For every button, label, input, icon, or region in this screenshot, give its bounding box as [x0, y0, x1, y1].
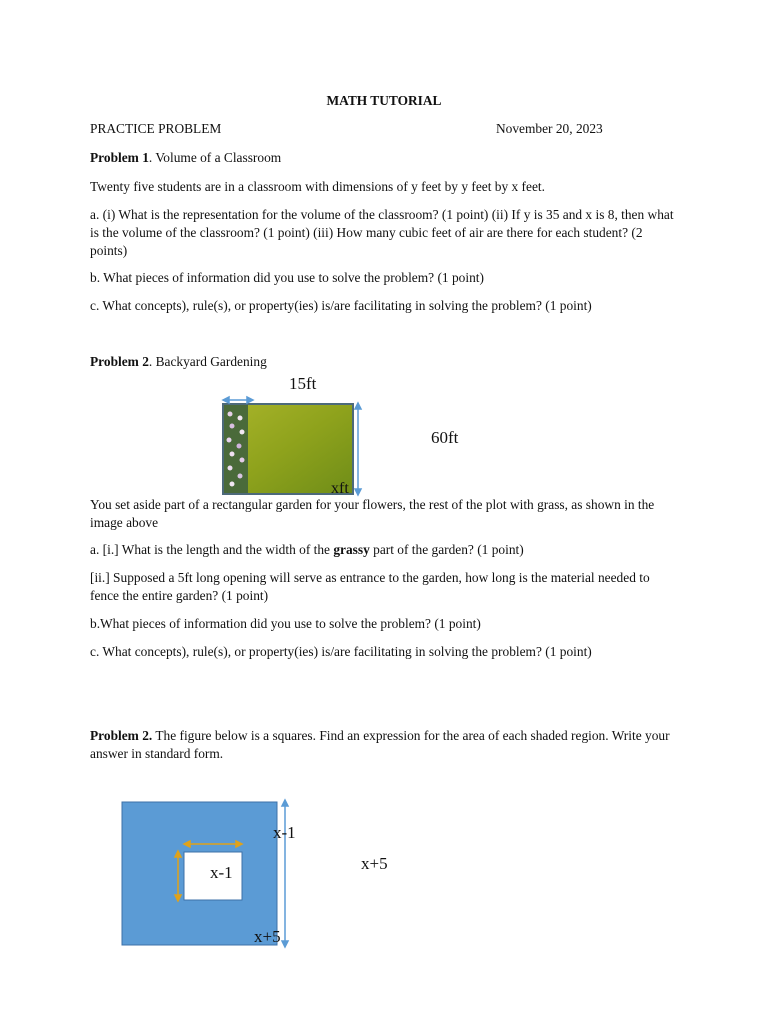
problem1-question-c: c. What concepts), rule(s), or property(ies) is/are facilitating in solving the problem? (1 point) [90, 298, 592, 313]
problem2-heading [90, 353, 680, 371]
length-arrow [355, 403, 361, 495]
flower-strip [224, 405, 248, 493]
problem2-qa-bold: grassy [333, 542, 370, 557]
outer-square-bottom-label: x+5 [254, 927, 281, 946]
problem2-intro: You set aside part of a rectangular garden for your flowers, the rest of the plot with grass, as shown in the image above [90, 497, 655, 530]
problem1-question-b: b. What pieces of information did you use to solve the problem? (1 point) [90, 270, 484, 285]
outer-square-right-label: x+5 [361, 854, 388, 873]
problem1-question-a: a. (i) What is the representation for the volume of the classroom? (1 point) (ii) If y is 35 and x is 8, then what is the volume of the classroom? (1 point) (iii) How many cubic feet of air are there for each student? (2 points) [90, 207, 674, 258]
inner-square-top-label: x-1 [273, 823, 296, 842]
problem2-heading-rest: . Backyard Gardening [148, 354, 267, 369]
problem1-heading-rest: . Volume of a Classroom [148, 150, 282, 165]
problem2-question-a2: [ii.] Supposed a 5ft long opening will serve as entrance to the garden, how long is the material needed to fence the entire garden? (1 point) [90, 570, 650, 603]
garden-label-width: 15ft [289, 374, 317, 393]
problem2-heading-bold: Problem 2 [90, 354, 149, 369]
problem2-question-c: c. What concepts), rule(s), or property(ies) is/are facilitating in solving the problem? (1 point) [90, 644, 592, 659]
inner-square-label: x-1 [210, 863, 233, 882]
problem1-heading-bold: Problem 1 [90, 150, 149, 165]
problem2b-heading-bold: Problem 2. [90, 728, 153, 743]
problem2-question-b: b.What pieces of information did you use to solve the problem? (1 point) [90, 616, 481, 631]
problem2-qa-post: part of the garden? (1 point) [369, 542, 524, 557]
problem2b-text [90, 727, 680, 763]
garden-label-length: 60ft [431, 428, 459, 447]
problem2b-text-rest: The figure below is a squares. Find an expression for the area of each shaded region. Write your answer in standard form. [90, 728, 670, 761]
problem1-intro: Twenty five students are in a classroom with dimensions of y feet by y feet by x feet. [90, 179, 545, 194]
problem2-qa-pre: a. [i.] What is the length and the width of the [90, 542, 334, 557]
header-date: November 20, 2023 [496, 121, 603, 136]
width-arrow [223, 397, 253, 403]
header-left: PRACTICE PROBLEM [90, 121, 222, 136]
document-title: MATH TUTORIAL [326, 93, 442, 108]
problem1-heading [90, 149, 680, 167]
garden-label-x: xft [331, 480, 349, 497]
problem2-question-a1 [90, 541, 680, 559]
